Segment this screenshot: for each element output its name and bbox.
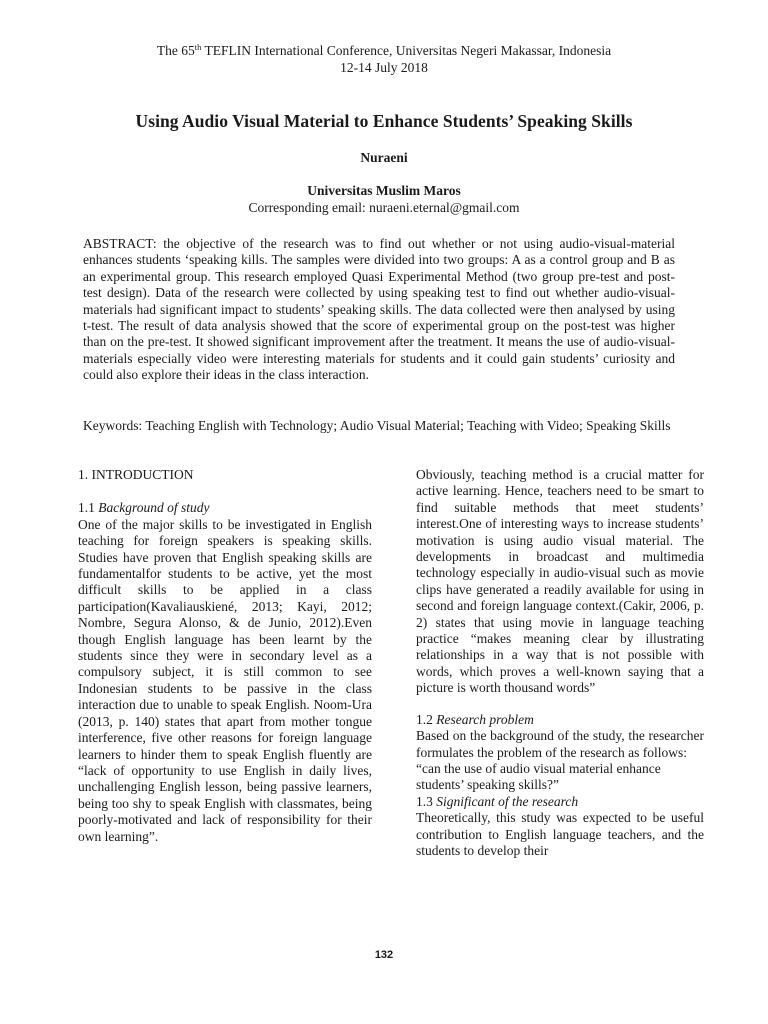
subsection-number: 1.2 [416, 711, 437, 727]
abstract: ABSTRACT: the objective of the research was to find out whether or not using audio-visual-material enhances students ‘speaking kills. The samples were divided into two groups: A as a control group and B as an experimental group. This research employed Quasi Experimental Method (two group pre-test and post-test design). Data of the research were collected by using speaking test to find out whether audio-visual-materials had significant impact to students’ speaking skills. The data collected were then analysed by using t-test. The result of data analysis showed that the score of experimental group on the post-test was higher than on the pre-test. It showed significant improvement after the treatment. It means the use of audio-visual-materials especially video were interesting materials for students and it could gain students’ curiosity and could also explore their ideas in the class interaction. [83, 236, 675, 383]
conference-line [0, 42, 768, 59]
subsection-title: Background of study [98, 500, 210, 516]
research-question: “can the use of audio visual material enhance students’ speaking skills?” [416, 760, 661, 793]
subsection-title: Significant of the research [436, 793, 579, 809]
subsection-heading-background [78, 500, 372, 516]
subsection-heading-research-problem [416, 712, 704, 728]
author-affiliation: Universitas Muslim Maros [307, 183, 461, 198]
section-heading-introduction: 1. INTRODUCTION [78, 467, 194, 482]
background-paragraph: One of the major skills to be investigated in English teaching for foreign speakers is speaking skills. Studies have proven that English speaking skills are fundamentalfor students to be active, yet the most difficult skills to be applied in a class participation(Kavaliauskiené, 2013; Kayi, 2012; Nombre, Segura Alonso, & de Junio, 2012).Even though English language has been learnt by the students since they were in secondary level as a compulsory subject, it is still common to see Indonesian students to be passive in the class interaction due to unable to speak English. Noom-Ura (2013, p. 140) states that apart from mother tongue interference, five other reasons for foreign language learners to hinder them to speak English fluently are “lack of opportunity to use English in daily lives, unchallenging English lesson, being passive learners, being too shy to speak English with classmates, being poorly-motivated and lack of responsibility for their own learning”. [78, 516, 372, 844]
author-name: Nuraeni [360, 150, 408, 165]
significance-paragraph: Theoretically, this study was expected to be useful contribution to English language teachers, and the students to develop their [416, 810, 704, 858]
right-column [416, 467, 704, 859]
subsection-number: 1.3 [416, 793, 437, 809]
conference-ordinal-suffix: th [194, 42, 202, 52]
subsection-heading-significance [416, 794, 704, 810]
corresponding-email: Corresponding email: nuraeni.eternal@gmail.com [248, 200, 520, 215]
paper-title: Using Audio Visual Material to Enhance Students’ Speaking Skills [135, 111, 633, 131]
subsection-number: 1.1 [78, 500, 99, 516]
page-number: 132 [374, 949, 394, 961]
conference-dates: 12-14 July 2018 [340, 60, 428, 75]
left-column [78, 467, 372, 845]
conference-name: TEFLIN International Conference, Universitas Negeri Makassar, Indonesia [201, 43, 612, 58]
conference-header [0, 42, 768, 76]
keywords: Keywords: Teaching English with Technology; Audio Visual Material; Teaching with Video; Speaking Skills [83, 418, 671, 433]
teaching-method-paragraph: Obviously, teaching method is a crucial matter for active learning. Hence, teachers need to be smart to find suitable methods that meet students’ interest.One of interesting ways to increase students’ motivation is using audio visual material. The developments in broadcast and multimedia technology especially in audio-visual such as movie clips have generated a readily available for using in second and foreign language context.(Cakir, 2006, p. 2) states that using movie in language teaching practice “makes meaning clear by illustrating relationships in a way that is not possible with words, which proves a well-known saying that a picture is worth thousand words” [416, 467, 704, 696]
subsection-title: Research problem [436, 711, 534, 727]
conference-prefix: The 65 [156, 43, 195, 58]
research-problem-paragraph: Based on the background of the study, the researcher formulates the problem of the research as follows: [416, 728, 704, 760]
